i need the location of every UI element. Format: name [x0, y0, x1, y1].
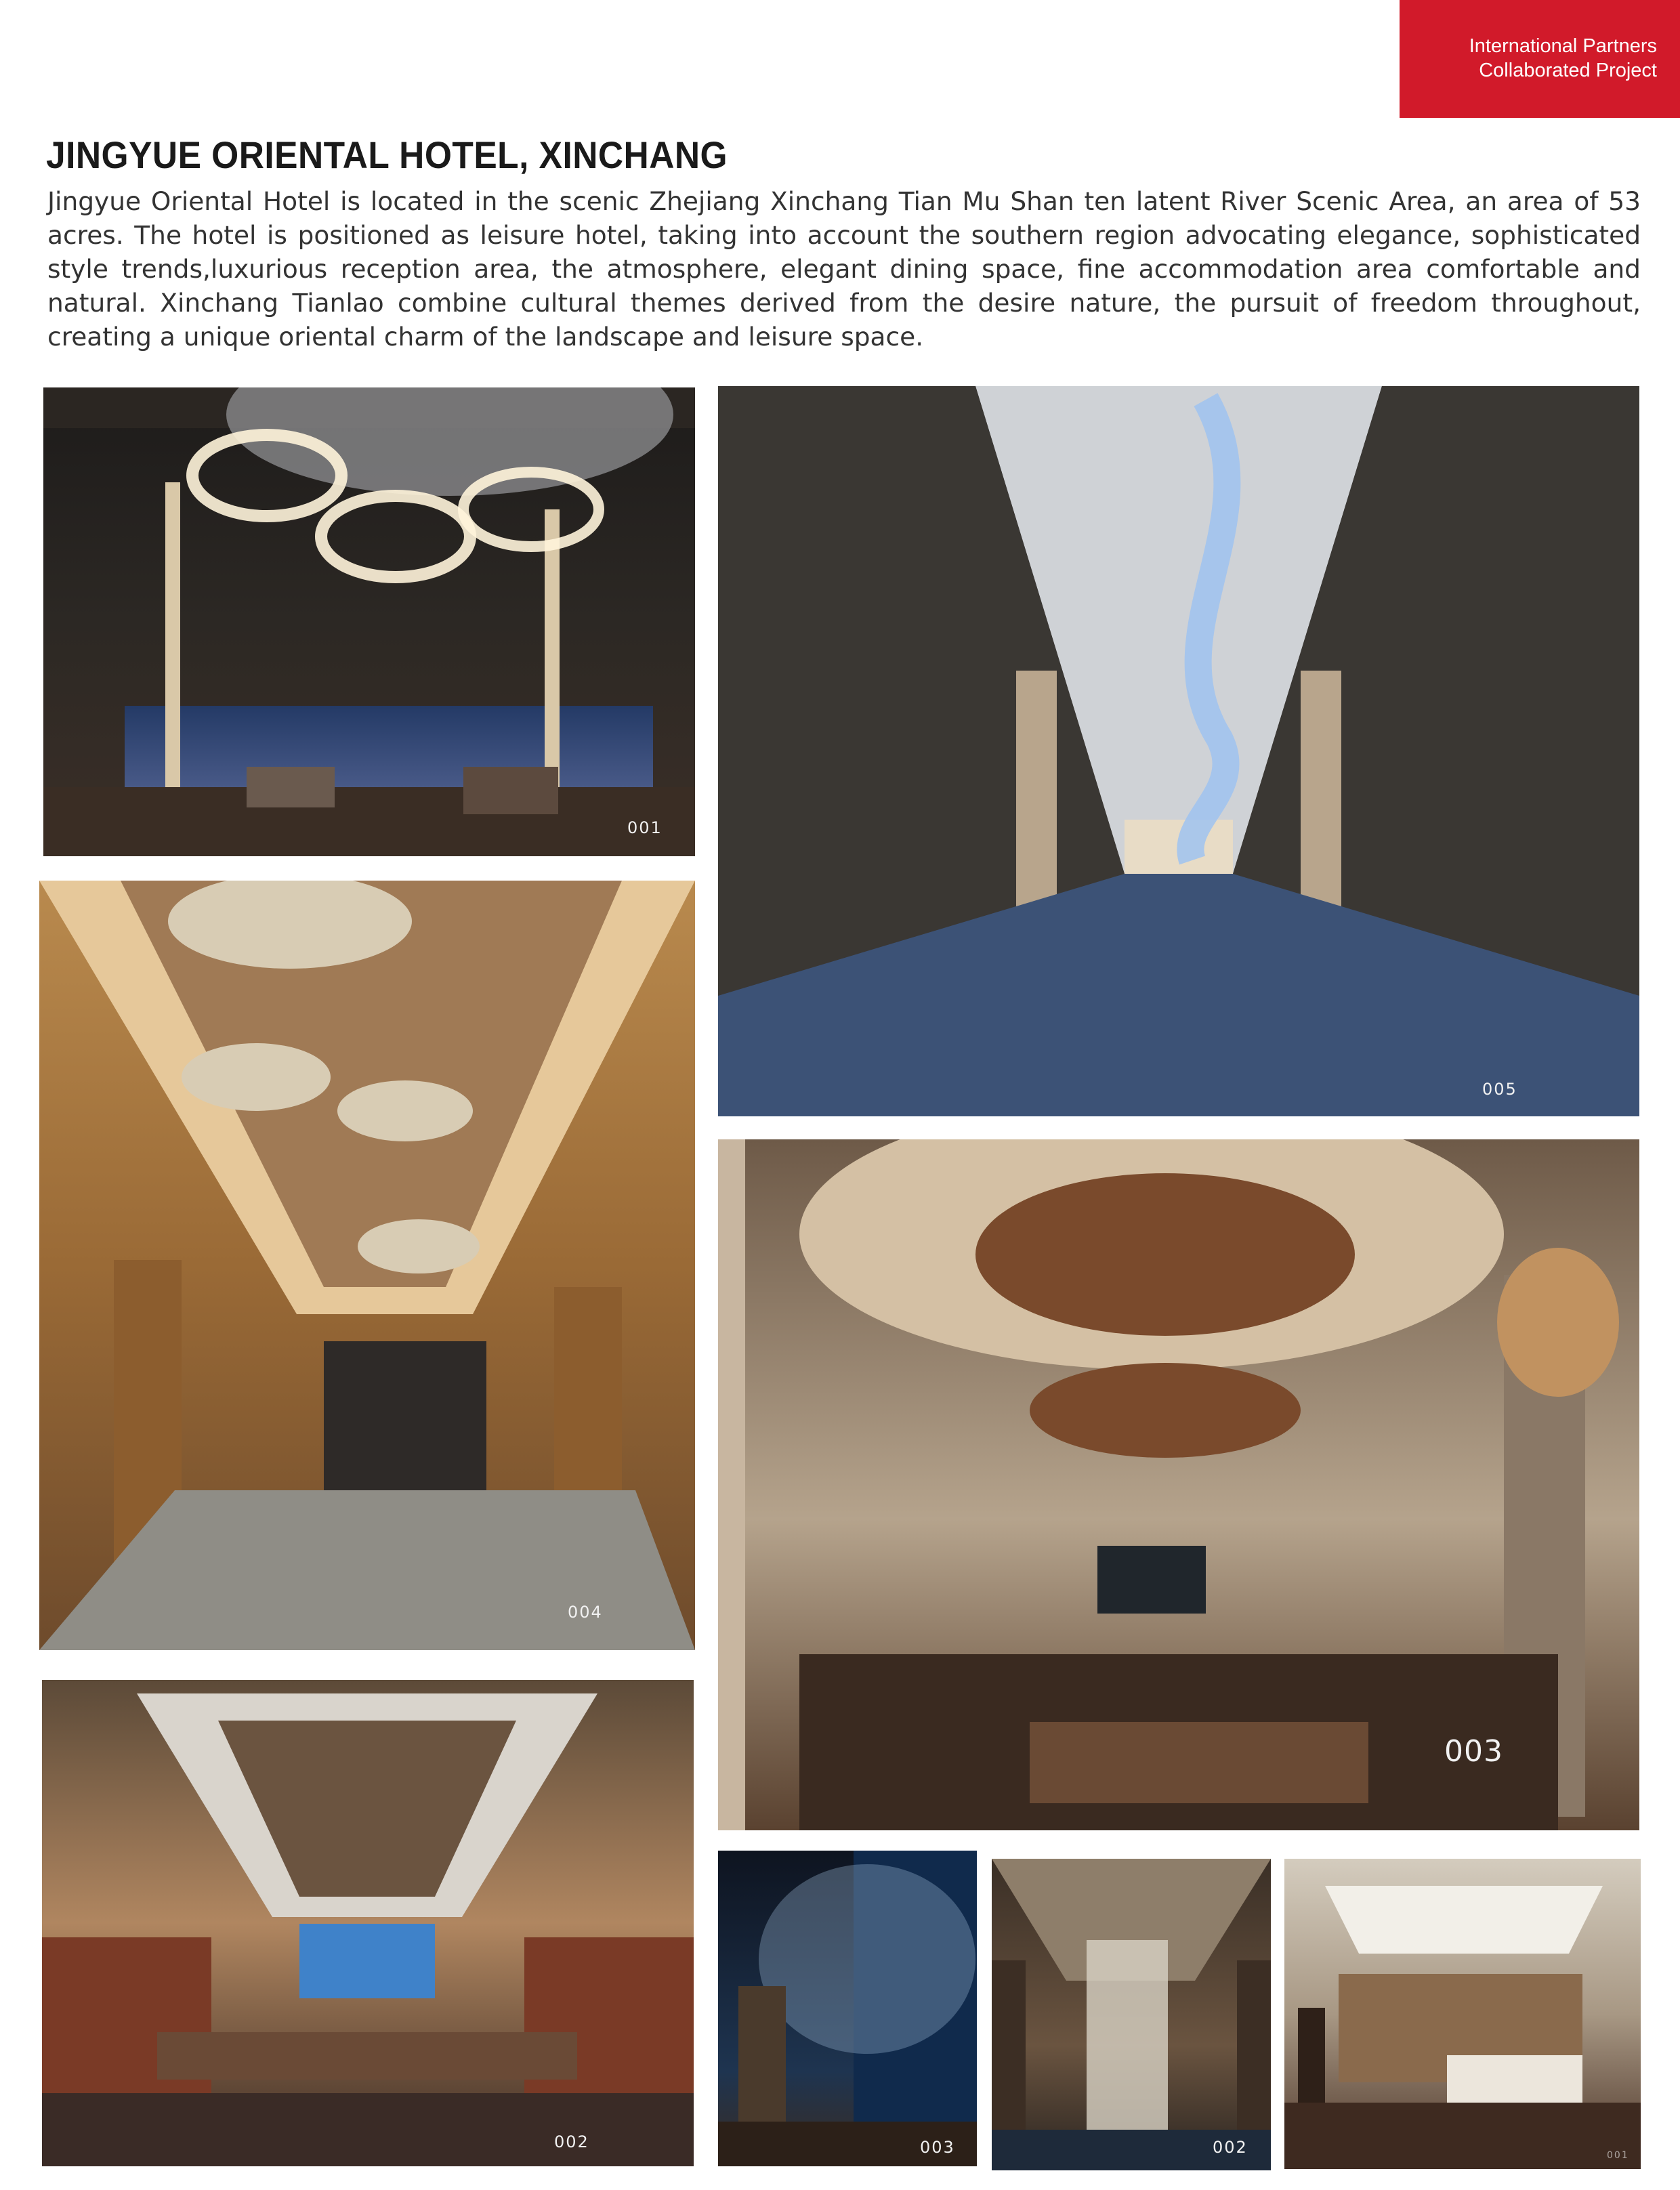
photo-grand-corridor: [718, 386, 1639, 1116]
photo-caption: 002: [554, 2132, 589, 2151]
photo-caption: 003: [1444, 1734, 1503, 1769]
lobby-lounge-render: [43, 387, 695, 856]
guest-room-render: [1284, 1859, 1641, 2169]
project-badge: [1400, 0, 1680, 118]
restaurant-night-render: [718, 1851, 977, 2166]
project-description: Jingyue Oriental Hotel is located in the scenic Zhejiang Xinchang Tian Mu Shan ten latent River Scenic Area, an area of 53 acres. The hotel is positioned as leisure hotel, taking into account the southern region advocating elegance, sophisticated style trends,luxurious reception area, the atmosphere, elegant dining space, fine accommodation area comfortable and natural. Xinchang Tianlao combine cultural themes derived from the desire nature, the pursuit of freedom throughout, creating a unique oriental charm of the landscape and leisure space.: [47, 186, 1641, 352]
atrium-lobby-render: [992, 1859, 1271, 2170]
photo-caption: 001: [627, 818, 663, 837]
photo-guest-room: [1284, 1859, 1641, 2169]
photo-conference-room: [42, 1680, 694, 2166]
photo-caption: 004: [568, 1603, 603, 1622]
badge-line-1: International Partners: [1469, 35, 1657, 57]
page-title: JINGYUE ORIENTAL HOTEL, XINCHANG: [46, 133, 728, 176]
photo-caption: 002: [1213, 2138, 1248, 2157]
photo-caption: 005: [1482, 1080, 1517, 1099]
photo-lobby-lounge: [43, 387, 695, 856]
photo-vip-dining-room: [718, 1139, 1639, 1830]
elevator-hall-render: [39, 881, 695, 1650]
photo-caption: 001: [1607, 2150, 1629, 2161]
photo-elevator-hall: [39, 881, 695, 1650]
badge-line-2: Collaborated Project: [1479, 60, 1657, 81]
conference-room-render: [42, 1680, 694, 2166]
photo-restaurant-night: [718, 1851, 977, 2166]
photo-caption: 003: [920, 2138, 955, 2157]
photo-atrium-lobby: [992, 1859, 1271, 2170]
grand-corridor-render: [718, 386, 1639, 1116]
vip-dining-room-render: [718, 1139, 1639, 1830]
